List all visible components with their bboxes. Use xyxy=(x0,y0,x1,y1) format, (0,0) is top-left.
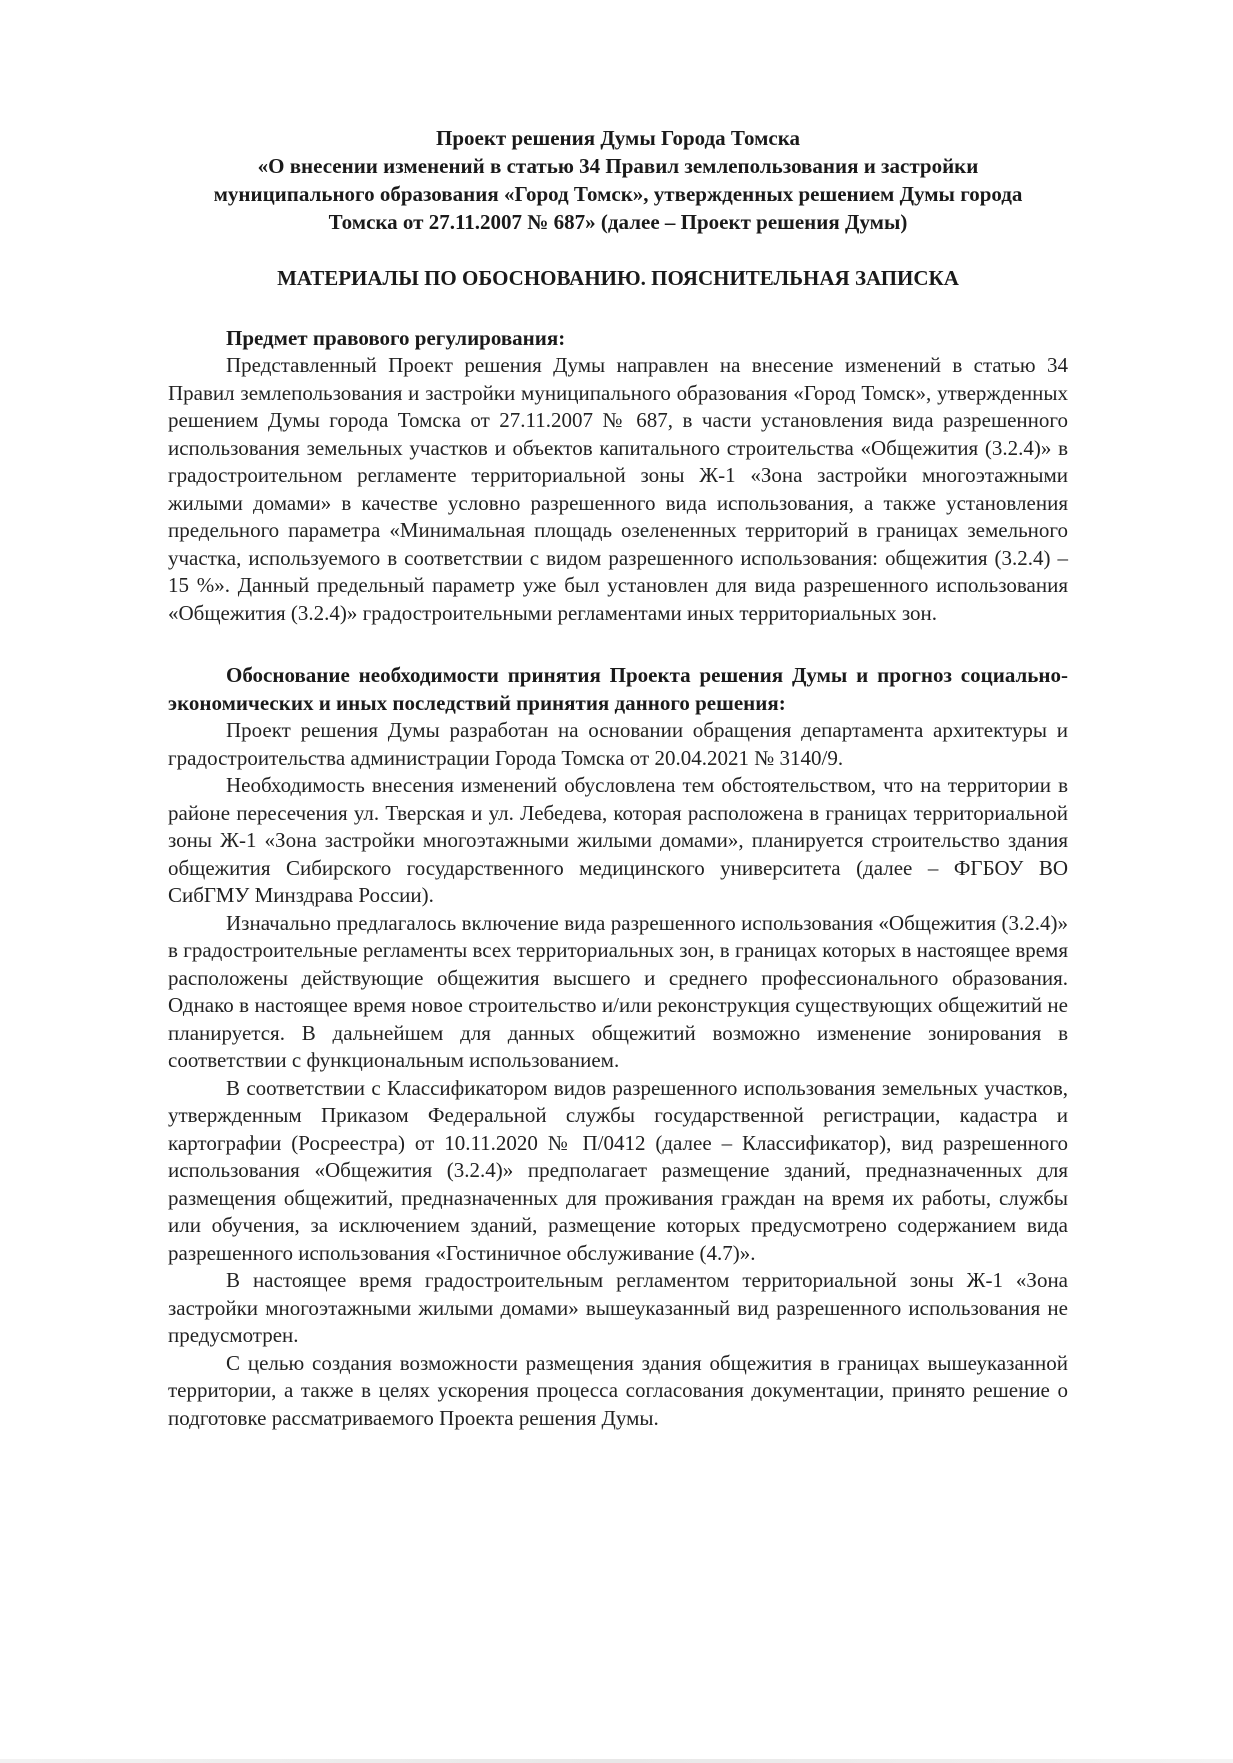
document-title xyxy=(168,124,1068,236)
section-subject xyxy=(168,324,1068,627)
section-justification xyxy=(168,661,1068,1432)
paragraph: Представленный Проект решения Думы направлен на внесение изменений в статью 34 Правил землепользования и застройки муниципального образования «Город Томск», утвержденных решением Думы города Томска от 27.11.2007 № 687, в части установления вида разрешенного использования земельных участков и объектов капитального строительства «Общежития (3.2.4)» в градостроительном регламенте территориальной зоны Ж-1 «Зона застройки многоэтажными жилыми домами» в качестве условно разрешенного вида использования, а также установления предельного параметра «Минимальная площадь озелененных территорий в границах земельного участка, используемого в соответствии с видом разрешенного использования: общежития (3.2.4) – 15 %». Данный предельный параметр уже был установлен для вида разрешенного использования «Общежития (3.2.4)» градостроительными регламентами иных территориальных зон. xyxy=(168,353,1068,625)
paragraph: Проект решения Думы разработан на основании обращения департамента архитектуры и градостроительства администрации Города Томска от 20.04.2021 № 3140/9. xyxy=(168,718,1068,770)
section-title: МАТЕРИАЛЫ ПО ОБОСНОВАНИЮ. ПОЯСНИТЕЛЬНАЯ ЗАПИСКА xyxy=(277,266,959,290)
paragraph: В соответствии с Классификатором видов разрешенного использования земельных участков, утвержденным Приказом Федеральной службы государственной регистрации, кадастра и картографии (Росреестра) от 10.11.2020 № П/0412 (далее – Классификатор), вид разрешенного использования «Общежития (3.2.4)» предполагает размещение зданий, предназначенных для размещения общежитий, предназначенных для проживания граждан на время их работы, службы или обучения, за исключением зданий, размещение которых предусмотрено содержанием вида разрешенного использования «Гостиничное обслуживание (4.7)». xyxy=(168,1075,1068,1265)
title-line: Проект решения Думы Города Томска xyxy=(435,126,800,150)
title-line: «О внесении изменений в статью 34 Правил землепользования и застройки xyxy=(257,154,979,178)
section-heading: Обоснование необходимости принятия Проекта решения Думы и прогноз социально-экономических и иных последствий принятия данного решения: xyxy=(168,663,1068,715)
document-page xyxy=(168,124,1068,1432)
section-heading: Предмет правового регулирования: xyxy=(226,326,566,350)
paragraph: В настоящее время градостроительным регламентом территориальной зоны Ж-1 «Зона застройки многоэтажными жилыми домами» вышеуказанный вид разрешенного использования не предусмотрен. xyxy=(168,1268,1068,1347)
paragraph: С целью создания возможности размещения здания общежития в границах вышеуказанной территории, а также в целях ускорения процесса согласования документации, принято решение о подготовке рассматриваемого Проекта решения Думы. xyxy=(168,1350,1068,1430)
title-line: Томска от 27.11.2007 № 687» (далее – Проект решения Думы) xyxy=(328,210,908,234)
scan-edge-artifact xyxy=(0,1759,1233,1763)
paragraph: Изначально предлагалось включение вида разрешенного использования «Общежития (3.2.4)» в градостроительные регламенты всех территориальных зон, в границах которых в настоящее время расположены действующие общежития высшего и среднего профессионального образования. Однако в настоящее время новое строительство и/или реконструкция существующих общежитий не планируется. В дальнейшем для данных общежитий возможно изменение зонирования в соответствии с функциональным использованием. xyxy=(168,910,1068,1072)
title-line: муниципального образования «Город Томск», утвержденных решением Думы города xyxy=(213,182,1023,206)
paragraph: Необходимость внесения изменений обусловлена тем обстоятельством, что на территории в районе пересечения ул. Тверская и ул. Лебедева, которая расположена в границах территориальной зоны Ж-1 «Зона застройки многоэтажными жилыми домами», планируется строительство здания общежития Сибирского государственного медицинского университета (далее – ФГБОУ ВО СибГМУ Минздрава России). xyxy=(168,773,1068,907)
